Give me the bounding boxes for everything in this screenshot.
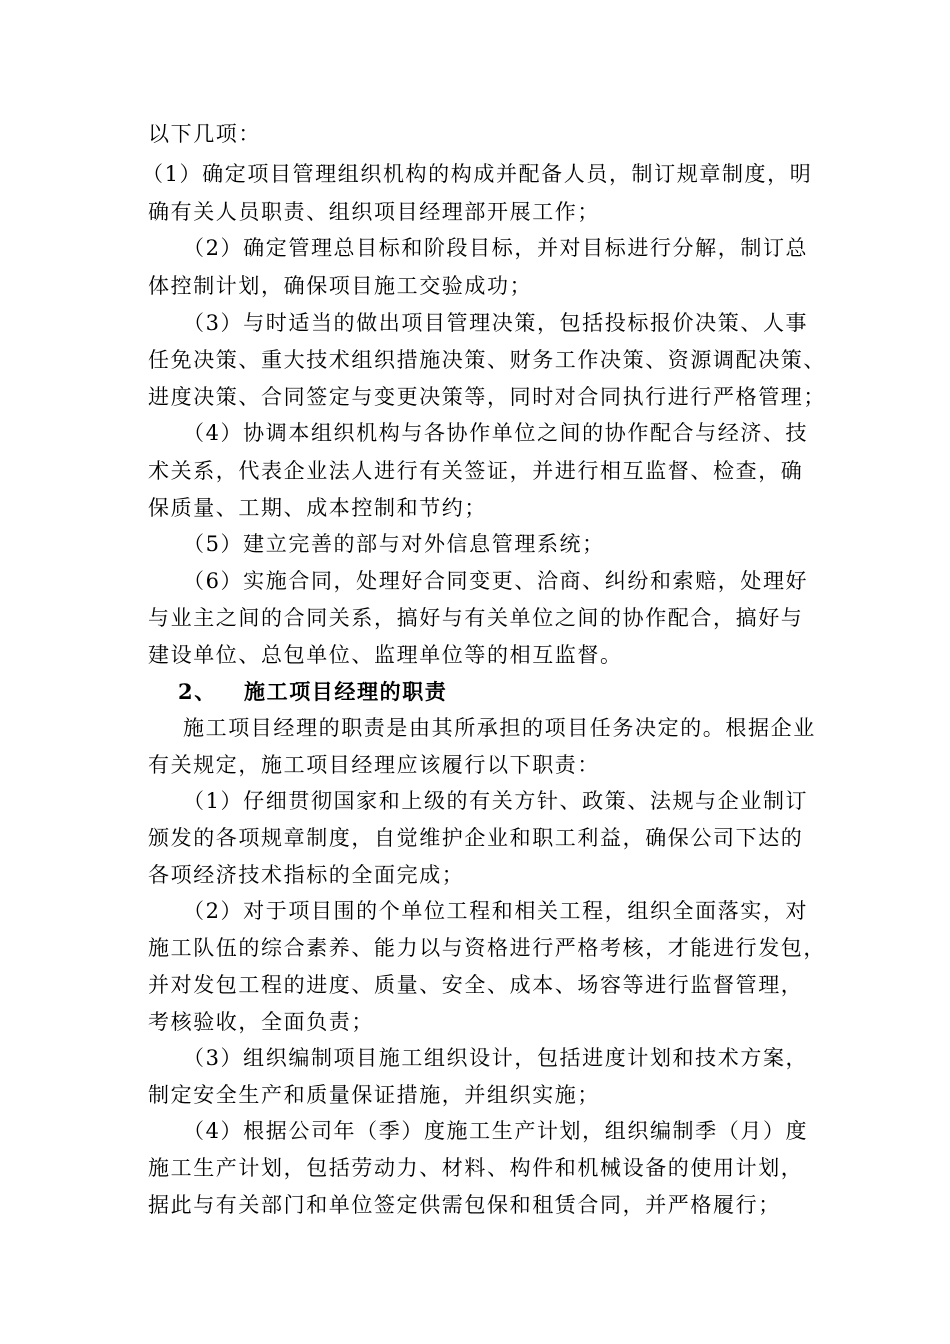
- text-line: 施工项目经理的职责是由其所承担的项目任务决定的。根据企业: [183, 716, 816, 740]
- text-line: 与业主之间的合同关系，搞好与有关单位之间的协作配合，搞好与: [148, 606, 804, 630]
- text-line: 施工生产计划，包括劳动力、材料、构件和机械设备的使用计划，: [148, 1156, 804, 1180]
- text-line: 体控制计划，确保项目施工交验成功；: [148, 274, 533, 298]
- text-line: 据此与有关部门和单位签定供需包保和租赁合同，并严格履行；: [148, 1193, 781, 1217]
- text-line: 施工队伍的综合素养、能力以与资格进行严格考核，才能进行发包，: [148, 936, 826, 960]
- text-line: （3）与时适当的做出项目管理决策，包括投标报价决策、人事: [183, 311, 809, 335]
- section-heading: [178, 677, 447, 707]
- text-line: 并对发包工程的进度、质量、安全、成本、场容等进行监督管理，: [148, 973, 804, 997]
- text-line: （2）确定管理总目标和阶段目标，并对目标进行分解，制订总: [183, 236, 809, 260]
- text-line: （5）建立完善的部与对外信息管理系统；: [183, 532, 605, 556]
- text-line: 建设单位、总包单位、监理单位等的相互监督。: [148, 643, 623, 667]
- text-line: 颁发的各项规章制度，自觉维护企业和职工利益，确保公司下达的: [148, 826, 804, 850]
- text-line: 任免决策、重大技术组织措施决策、财务工作决策、资源调配决策、: [148, 348, 826, 372]
- text-line: 考核验收，全面负责；: [148, 1010, 374, 1034]
- text-line: 保质量、工期、成本控制和节约；: [148, 496, 487, 520]
- text-line: （4）协调本组织机构与各协作单位之间的协作配合与经济、技: [183, 421, 809, 445]
- text-line: （6）实施合同，处理好合同变更、洽商、纠纷和索赔，处理好: [183, 569, 809, 593]
- text-line: 有关规定，施工项目经理应该履行以下职责：: [148, 753, 600, 777]
- text-line: （1）仔细贯彻国家和上级的有关方针、政策、法规与企业制订: [183, 789, 809, 813]
- text-line: （2）对于项目围的个单位工程和相关工程，组织全面落实，对: [183, 899, 809, 923]
- text-line: （3）组织编制项目施工组织设计，包括进度计划和技术方案，: [183, 1046, 809, 1070]
- text-line: 进度决策、合同签定与变更决策等，同时对合同执行进行严格管理；: [148, 385, 826, 409]
- section-number: 2、: [178, 679, 217, 704]
- text-line: 各项经济技术指标的全面完成；: [148, 863, 465, 887]
- text-line: 术关系，代表企业法人进行有关签证，并进行相互监督、检查，确: [148, 459, 804, 483]
- text-line: 以下几项：: [148, 122, 261, 146]
- text-line: 制定安全生产和质量保证措施，并组织实施；: [148, 1083, 600, 1107]
- text-line: （4）根据公司年（季）度施工生产计划，组织编制季（月）度: [183, 1119, 809, 1143]
- text-line: （1）确定项目管理组织机构的构成并配备人员，制订规章制度，明: [142, 162, 813, 186]
- section-title: 施工项目经理的职责: [244, 679, 448, 704]
- text-line: 确有关人员职责、组织项目经理部开展工作；: [148, 200, 600, 224]
